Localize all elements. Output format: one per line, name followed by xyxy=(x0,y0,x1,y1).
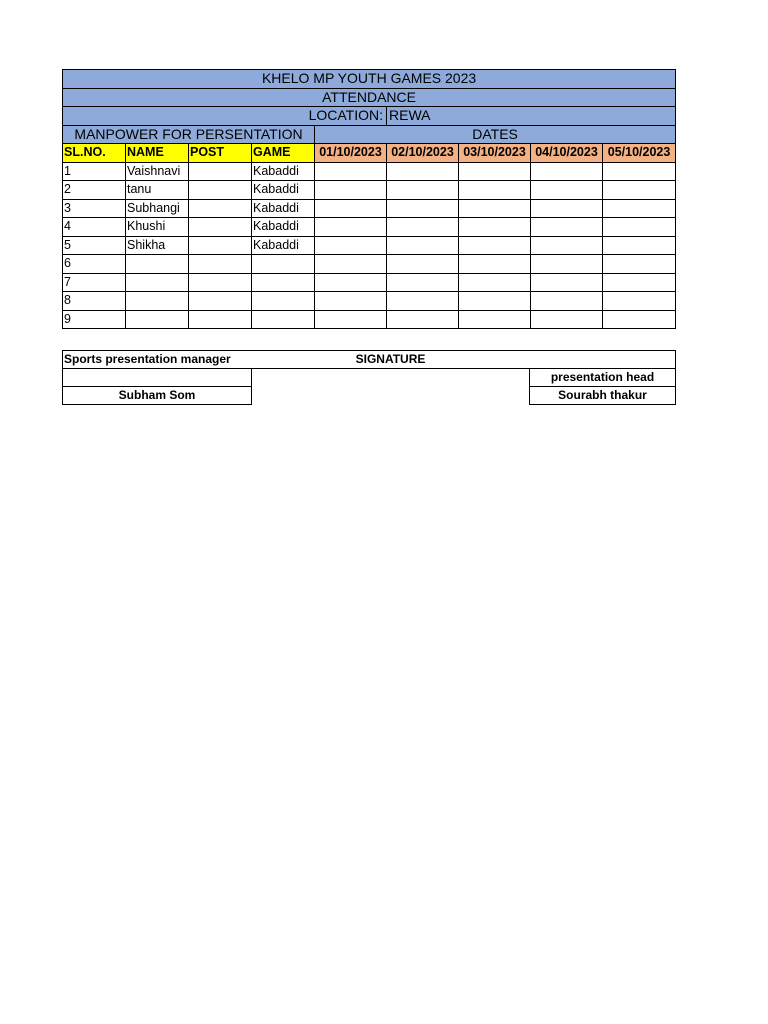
table-row xyxy=(63,162,676,181)
attendance-cell xyxy=(459,199,531,218)
attendance-cell xyxy=(531,218,603,237)
cell-slno: 1 xyxy=(63,162,126,181)
sheet-title: KHELO MP YOUTH GAMES 2023 xyxy=(63,70,676,89)
attendance-cell xyxy=(603,236,676,255)
cell-name xyxy=(126,292,189,311)
attendance-cell xyxy=(603,162,676,181)
attendance-cell xyxy=(603,181,676,200)
attendance-cell xyxy=(387,273,459,292)
attendance-cell xyxy=(531,181,603,200)
attendance-cell xyxy=(459,162,531,181)
cell-slno: 5 xyxy=(63,236,126,255)
cell-post xyxy=(189,218,252,237)
table-row xyxy=(63,236,676,255)
manager-title: Sports presentation manager xyxy=(63,351,252,369)
cell-post xyxy=(189,310,252,329)
attendance-cell xyxy=(315,199,387,218)
attendance-cell xyxy=(459,181,531,200)
col-header-name: NAME xyxy=(126,144,189,163)
attendance-cell xyxy=(531,199,603,218)
dates-section-label: DATES xyxy=(315,125,676,144)
cell-post xyxy=(189,292,252,311)
attendance-cell xyxy=(459,292,531,311)
attendance-cell xyxy=(315,162,387,181)
attendance-cell xyxy=(603,310,676,329)
col-header-post: POST xyxy=(189,144,252,163)
cell-name: Vaishnavi xyxy=(126,162,189,181)
col-header-date: 01/10/2023 xyxy=(315,144,387,163)
attendance-cell xyxy=(531,292,603,311)
table-row xyxy=(63,199,676,218)
cell-game: Kabaddi xyxy=(252,162,315,181)
cell-game: Kabaddi xyxy=(252,236,315,255)
attendance-cell xyxy=(315,218,387,237)
signature-gap xyxy=(252,387,530,405)
attendance-table xyxy=(62,69,676,329)
attendance-cell xyxy=(387,292,459,311)
head-name: Sourabh thakur xyxy=(530,387,676,405)
cell-slno: 6 xyxy=(63,255,126,274)
attendance-cell xyxy=(531,273,603,292)
table-row xyxy=(63,310,676,329)
attendance-cell xyxy=(459,236,531,255)
attendance-cell xyxy=(603,199,676,218)
attendance-cell xyxy=(315,181,387,200)
location-label: LOCATION: xyxy=(63,107,387,126)
cell-slno: 7 xyxy=(63,273,126,292)
attendance-cell xyxy=(531,255,603,274)
col-header-date: 05/10/2023 xyxy=(603,144,676,163)
attendance-cell xyxy=(531,236,603,255)
cell-name: Shikha xyxy=(126,236,189,255)
col-header-date: 02/10/2023 xyxy=(387,144,459,163)
col-header-slno: SL.NO. xyxy=(63,144,126,163)
attendance-cell xyxy=(603,292,676,311)
location-value: REWA xyxy=(387,107,676,126)
attendance-cell xyxy=(459,218,531,237)
attendance-cell xyxy=(459,273,531,292)
cell-game xyxy=(252,292,315,311)
cell-name xyxy=(126,255,189,274)
cell-game xyxy=(252,255,315,274)
attendance-cell xyxy=(315,292,387,311)
attendance-cell xyxy=(315,236,387,255)
table-row xyxy=(63,255,676,274)
col-header-date: 04/10/2023 xyxy=(531,144,603,163)
cell-slno: 9 xyxy=(63,310,126,329)
cell-post xyxy=(189,162,252,181)
table-row xyxy=(63,218,676,237)
cell-post xyxy=(189,181,252,200)
attendance-cell xyxy=(315,273,387,292)
column-header-row xyxy=(63,144,676,163)
head-title: presentation head xyxy=(530,369,676,387)
cell-name xyxy=(126,310,189,329)
attendance-cell xyxy=(603,255,676,274)
manager-name: Subham Som xyxy=(63,387,252,405)
table-row xyxy=(63,273,676,292)
cell-post xyxy=(189,255,252,274)
cell-game: Kabaddi xyxy=(252,218,315,237)
col-header-game: GAME xyxy=(252,144,315,163)
cell-slno: 3 xyxy=(63,199,126,218)
attendance-cell xyxy=(387,236,459,255)
attendance-cell xyxy=(387,162,459,181)
attendance-cell xyxy=(603,218,676,237)
attendance-cell xyxy=(387,255,459,274)
signature-label: SIGNATURE xyxy=(252,351,530,369)
table-row xyxy=(63,181,676,200)
attendance-cell xyxy=(315,255,387,274)
cell-slno: 2 xyxy=(63,181,126,200)
signature-gap xyxy=(252,369,530,387)
cell-name: Khushi xyxy=(126,218,189,237)
cell-slno: 8 xyxy=(63,292,126,311)
attendance-cell xyxy=(387,181,459,200)
attendance-cell xyxy=(603,273,676,292)
attendance-cell xyxy=(531,162,603,181)
cell-slno: 4 xyxy=(63,218,126,237)
manpower-section-label: MANPOWER FOR PERSENTATION xyxy=(63,125,315,144)
cell-post xyxy=(189,273,252,292)
sheet-subtitle: ATTENDANCE xyxy=(63,88,676,107)
attendance-cell xyxy=(387,218,459,237)
cell-game: Kabaddi xyxy=(252,181,315,200)
attendance-cell xyxy=(387,310,459,329)
signature-blank xyxy=(530,351,676,369)
cell-name: tanu xyxy=(126,181,189,200)
attendance-cell xyxy=(459,255,531,274)
table-row xyxy=(63,292,676,311)
cell-name: Subhangi xyxy=(126,199,189,218)
cell-name xyxy=(126,273,189,292)
manager-signature-box xyxy=(63,369,252,387)
cell-game xyxy=(252,273,315,292)
signature-table xyxy=(62,350,676,405)
cell-game: Kabaddi xyxy=(252,199,315,218)
attendance-cell xyxy=(315,310,387,329)
col-header-date: 03/10/2023 xyxy=(459,144,531,163)
attendance-cell xyxy=(387,199,459,218)
cell-game xyxy=(252,310,315,329)
cell-post xyxy=(189,199,252,218)
cell-post xyxy=(189,236,252,255)
attendance-cell xyxy=(459,310,531,329)
attendance-cell xyxy=(531,310,603,329)
